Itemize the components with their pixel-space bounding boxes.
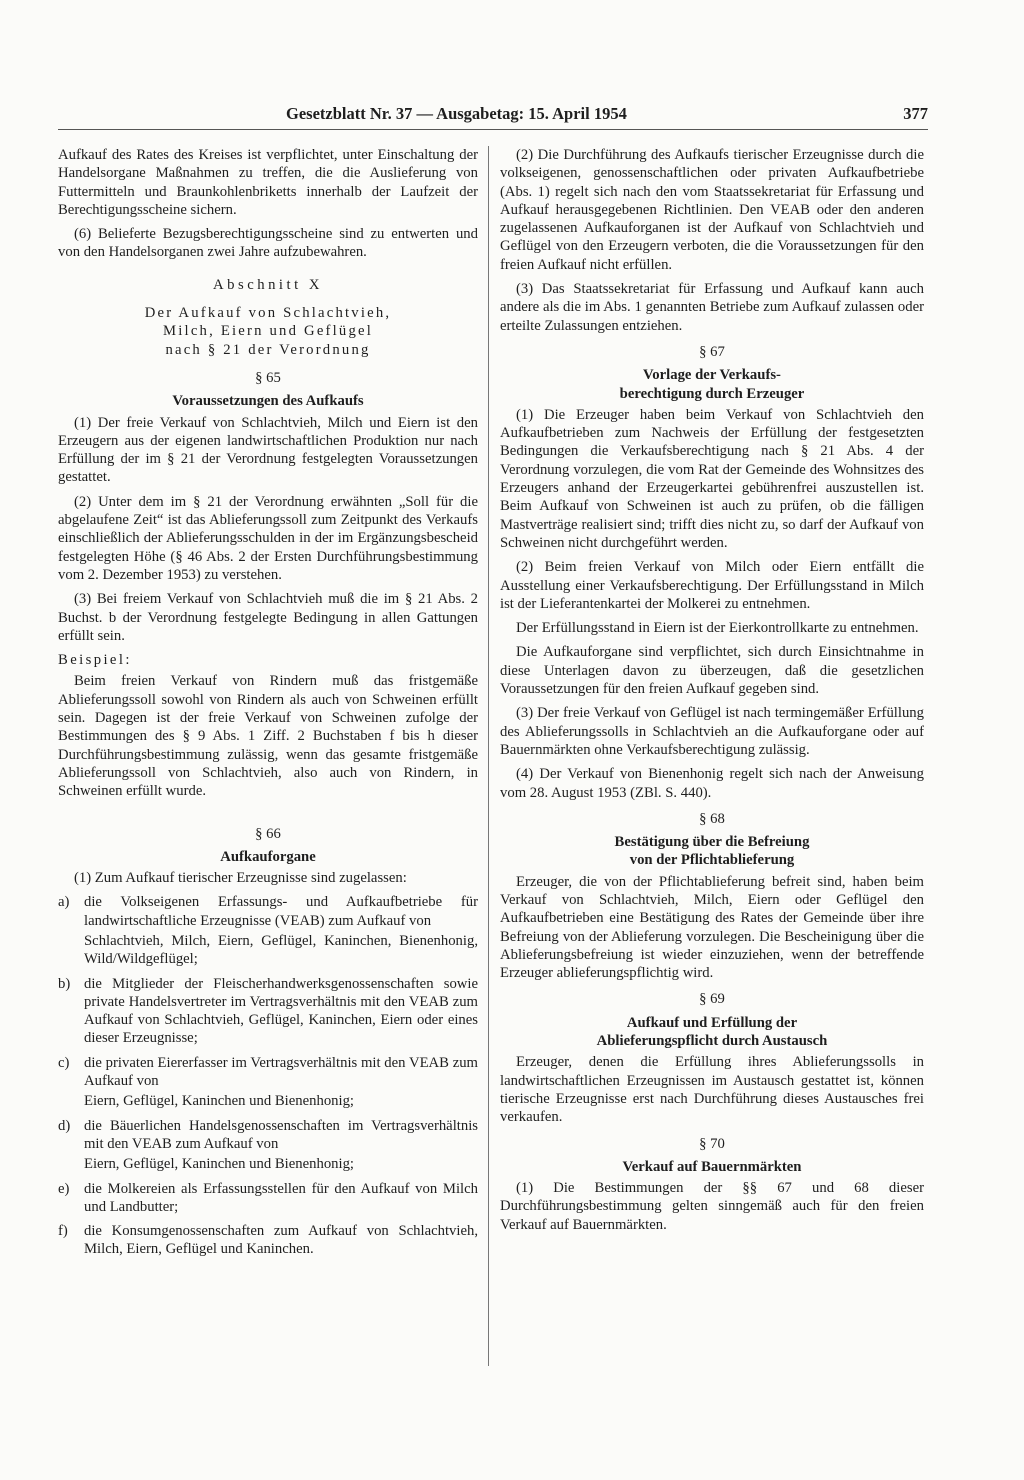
s66-paragraph-2: (2) Die Durchführung des Aufkaufs tierischer Erzeugnisse durch die volkseigenen, genossenschaftlichen oder privaten Aufkaufbetriebe (Abs. 1) regelt sich nach den vom Staatssekretariat für Erfassung und Aufkauf herausgegebenen Richtlinien. Den VEAB oder den anderen zugelassenen Aufkauforganen ist der Aufkauf von Schlachtvieh und Geflügel von den Erzeugern verboten, die die Voraussetzungen für den freien Aufkauf nicht erfüllen.	[500, 147, 924, 273]
right-column	[500, 146, 924, 1392]
list-item	[58, 1117, 478, 1174]
s65-paragraph-3: (3) Bei freiem Verkauf von Schlachtvieh muß die im § 21 Abs. 2 Buchst. b der Verordnung festgelegte Bedingung in allen Gattungen erfüllt sein.	[58, 591, 478, 644]
paragraph-number-66: § 66	[255, 825, 281, 842]
title-67-line-2: berechtigung durch Erzeuger	[619, 385, 805, 402]
list-item-main: die Volkseigenen Erfassungs- und Aufkaufbetriebe für landwirtschaftliche Erzeugnisse (VEAB) zum Aufkauf von	[84, 894, 478, 929]
s67-paragraph-1: (1) Die Erzeuger haben beim Verkauf von Schlachtvieh den Aufkaufbetrieben zum Nachweis der Erfüllung der festgesetzten Bedingungen die Verkaufsberechtigung nach § 21 Abs. 4 der Verordnung vorzulegen, die vom Rat der Gemeinde des Wohnsitzes des Erzeugers anhand der Erzeugerkartei gebührenfrei auszustellen ist. Beim Aufkauf von Schweinen ist auch zu prüfen, ob die fälligen Mastverträge realisiert sind; trifft dies nicht zu, so darf der Aufkauf von Schweinen nicht durchgeführt werden.	[500, 406, 924, 551]
list-item	[58, 975, 478, 1048]
example-label: Beispiel:	[58, 652, 132, 669]
page-header	[286, 104, 928, 124]
example-text: Beim freien Verkauf von Rindern muß das fristgemäße Ablieferungssoll sowohl von Rindern als auch von Schweinen erfüllt sein. Dagegen ist der freie Verkauf von Schweinen zufolge der Bestimmungen des § 9 Abs. 1 Ziff. 2 Buchstaben f bis h dieser Durchführungsbestimmung zulässig, wenn das gesamte fristgemäße Ablieferungssoll von Schlachtvieh, also auch von Rindern, in Schweinen erfüllt wurde.	[58, 673, 478, 800]
list-item-main: die Konsumgenossenschaften zum Aufkauf von Schlachtvieh, Milch, Eiern, Geflügel und Kaninchen.	[84, 1223, 478, 1258]
paragraph-number-68: § 68	[699, 810, 725, 827]
s67-paragraph-2: (2) Beim freien Verkauf von Milch oder Eiern entfällt die Ausstellung einer Verkaufsberechtigung. Der Erfüllungsstand in Milch ist der Lieferantenkartei der Molkerei zu entnehmen.	[500, 559, 924, 612]
s65-paragraph-1: (1) Der freie Verkauf von Schlachtvieh, Milch und Eiern ist den Erzeugern aus der eigenen landwirtschaftlichen Produktion nur nach Erfüllung der im § 21 der Verordnung festgelegten Voraussetzungen gestattet.	[58, 414, 478, 486]
paragraph-title-68	[500, 833, 924, 870]
s67-paragraph-2c: Die Aufkauforgane sind verpflichtet, sich durch Einsichtnahme in diese Unterlagen davon zu überzeugen, daß die gesetzlichen Voraussetzungen für den freien Aufkauf gegeben sind.	[500, 644, 924, 698]
list-item-label: e)	[58, 1180, 70, 1197]
list-item	[58, 1180, 478, 1217]
paragraph-title-65: Voraussetzungen des Aufkaufs	[172, 393, 364, 410]
list-item-sub: Eiern, Geflügel, Kaninchen und Bienenhonig;	[84, 1156, 355, 1173]
list-item-label: c)	[58, 1054, 70, 1071]
left-column	[58, 146, 478, 1392]
s67-paragraph-3: (3) Der freie Verkauf von Geflügel ist nach termingemäßer Erfüllung des Ablieferungssolls in Schlachtvieh an die Aufkauforgane oder auf Bauernmärkten ohne Verkaufsberechtigung zulässig.	[500, 705, 924, 758]
paragraph-title-66: Aufkauforgane	[220, 848, 316, 865]
paragraph-continued: Aufkauf des Rates des Kreises ist verpflichtet, unter Einschaltung der Handelsorgane Maßnahmen zu treffen, die die Auslieferung von Futtermitteln und Braunkohlenbriketts innerhalb der Laufzeit der Berechtigungsscheine sichern.	[58, 147, 478, 218]
paragraph-number-67: § 67	[699, 343, 725, 360]
subheading-line-1: Der Aufkauf von Schlachtvieh,	[144, 305, 392, 322]
list-item-label: f)	[58, 1223, 68, 1240]
title-69-line-1: Aufkauf und Erfüllung der	[626, 1014, 798, 1031]
list-item-label: d)	[58, 1117, 71, 1134]
list-item	[58, 1222, 478, 1259]
list-item	[58, 893, 478, 968]
s67-paragraph-4: (4) Der Verkauf von Bienenhonig regelt sich nach der Anweisung vom 28. August 1953 (ZBl. S. 440).	[500, 766, 924, 801]
s66-paragraph-1: (1) Zum Aufkauf tierischer Erzeugnisse sind zugelassen:	[74, 870, 407, 887]
header-rule	[58, 129, 928, 130]
subheading-line-3: nach § 21 der Verordnung	[165, 341, 371, 358]
s67-paragraph-2b: Der Erfüllungsstand in Eiern ist der Eierkontrollkarte zu entnehmen.	[516, 620, 919, 637]
s69-paragraph: Erzeuger, denen die Erfüllung ihres Ablieferungssolls in landwirtschaftlichen Erzeugnissen im Austausch gestattet ist, können tierische Erzeugnisse erst nach Durchführung dieses Austausches frei verkaufen.	[500, 1054, 924, 1126]
s65-paragraph-2: (2) Unter dem im § 21 der Verordnung erwähnten „Soll für die abgelaufene Zeit“ ist das Ablieferungssoll zum Zeitpunkt des Verkaufs einschließlich der Ablieferungsschulden in der im Ergänzungsbescheid festgelegten Höhe (§ 46 Abs. 2 der Ersten Durchführungsbestimmung vom 2. Dezember 1953) zu verstehen.	[58, 493, 478, 583]
paragraph-title-70: Verkauf auf Bauernmärkten	[622, 1158, 802, 1175]
list-item-sub: Schlachtvieh, Milch, Eiern, Geflügel, Kaninchen, Bienenhonig, Wild/Wildgeflügel;	[84, 932, 478, 968]
paragraph-number-69: § 69	[699, 991, 725, 1008]
section-heading-abschnitt: Abschnitt X	[213, 276, 323, 293]
s70-paragraph-1: (1) Die Bestimmungen der §§ 67 und 68 dieser Durchführungsbestimmung gelten sinngemäß auch für den freien Verkauf auf Bauernmärkten.	[500, 1180, 924, 1233]
title-68-line-1: Bestätigung über die Befreiung	[614, 834, 810, 851]
page-number: 377	[903, 104, 928, 123]
list-item-text	[84, 1180, 478, 1217]
section-subheading	[58, 304, 478, 359]
paragraph-number-65: § 65	[255, 369, 281, 386]
title-69-line-2: Ablieferungspflicht durch Austausch	[596, 1033, 828, 1050]
title-68-line-2: von der Pflichtablieferung	[629, 852, 795, 869]
s68-paragraph: Erzeuger, die von der Pflichtablieferung befreit sind, haben beim Verkauf von Schlachtvieh, Milch, Eiern oder Geflügel den Aufkaufbetrieben eine Bestätigung des Rates der Gemeinde über ihre Befreiung von der Ablieferung vorzulegen. Die Bescheinigung über die Ablieferungsbefreiung ist wieder einzuziehen, wenn der betreffende Erzeuger ablieferungspflichtig wird.	[500, 873, 924, 982]
list-item-sub: Eiern, Geflügel, Kaninchen und Bienenhonig;	[84, 1093, 355, 1110]
paragraph-title-67	[500, 366, 924, 403]
list-item-main: die Molkereien als Erfassungsstellen für den Aufkauf von Milch und Landbutter;	[84, 1180, 478, 1215]
header-title: Gesetzblatt Nr. 37 — Ausgabetag: 15. April 1954	[286, 104, 627, 123]
s66-paragraph-3: (3) Das Staatssekretariat für Erfassung und Aufkauf kann auch andere als die im Abs. 1 genannten Betriebe zum Aufkauf zulassen oder erteilte Zulassungen entziehen.	[500, 281, 924, 334]
paragraph-title-69	[500, 1014, 924, 1051]
subheading-line-2: Milch, Eiern und Geflügel	[163, 323, 373, 340]
paragraph-number-70: § 70	[699, 1135, 725, 1152]
list-item-main: die Mitglieder der Fleischerhandwerksgenossenschaften sowie private Handelsvertreter im Vertragsverhältnis mit den VEAB zum Aufkauf von Schlachtvieh, Geflügel, Kaninchen, Eiern oder eines dieser Erzeugnisse;	[84, 975, 478, 1047]
paragraph-6: (6) Belieferte Bezugsberechtigungsscheine sind zu entwerten und von den Handelsorganen zwei Jahre aufzubewahren.	[58, 226, 478, 261]
list-item-main: die Bäuerlichen Handelsgenossenschaften im Vertragsverhältnis mit den VEAB zum Aufkauf von	[84, 1117, 478, 1152]
list-item-text	[84, 1117, 478, 1174]
list-item	[58, 1054, 478, 1111]
list-item-text	[84, 975, 478, 1048]
title-67-line-1: Vorlage der Verkaufs-	[643, 367, 781, 384]
list-item-text	[84, 1054, 478, 1111]
list-item-label: a)	[58, 894, 70, 911]
column-divider	[488, 146, 489, 1366]
list-item-text	[84, 1222, 478, 1259]
list-item-main: die privaten Eiererfasser im Vertragsverhältnis mit den VEAB zum Aufkauf von	[84, 1054, 478, 1090]
list-item-label: b)	[58, 975, 71, 992]
list-item-text	[84, 893, 478, 968]
